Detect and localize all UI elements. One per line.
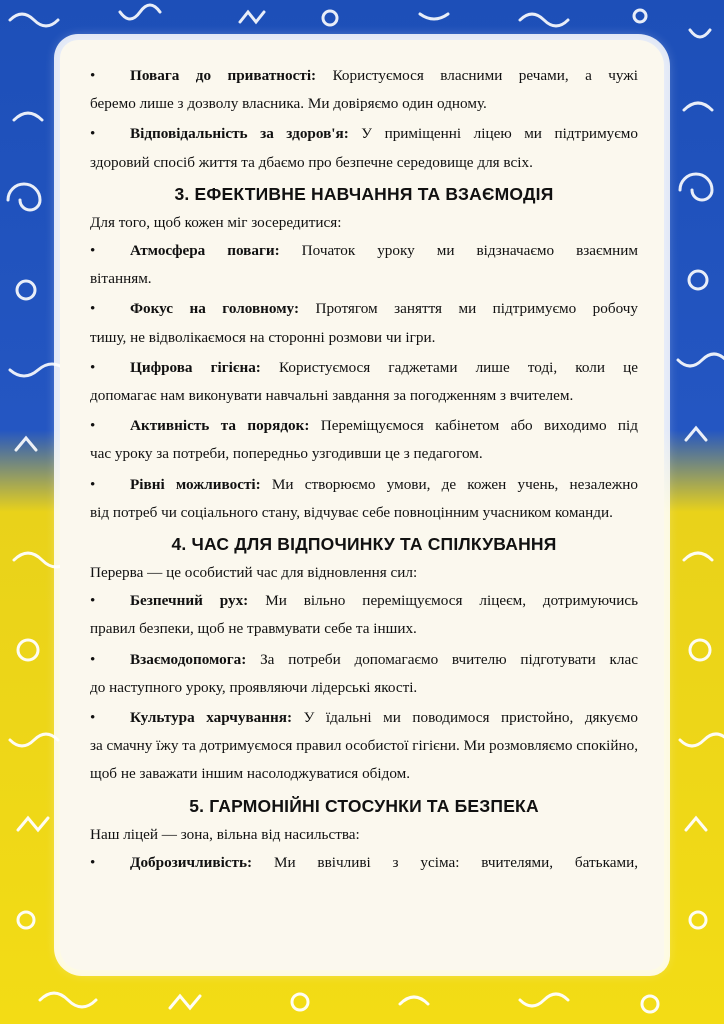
list-item-term: Фокус на головному: — [130, 300, 300, 318]
list-item-text: Ми створюємо умови, де кожен учень, незалежно — [271, 475, 638, 493]
list-item-text: Початок уроку ми відзначаємо взаємним — [301, 242, 638, 260]
list-item-text: Ми вільно переміщуємося ліцеєм, дотримуючись — [265, 592, 638, 610]
list-item-continuation: до наступного уроку, проявляючи лідерські якості. — [90, 678, 418, 696]
list-item — [90, 237, 638, 293]
list-item-term: Безпечний рух: — [130, 592, 249, 610]
list-item — [90, 704, 638, 789]
bullet-icon: • — [90, 475, 96, 493]
list-item — [90, 120, 638, 176]
list-item-term: Повага до приватності: — [130, 67, 317, 84]
list-item-first-line — [90, 120, 638, 148]
bullet-icon: • — [90, 417, 96, 435]
list-item-continuation: беремо лише з дозволу власника. Ми довіряємо один одному. — [90, 95, 487, 113]
list-item-text: Користуємося гаджетами лише тоді, коли це — [279, 358, 639, 376]
list-item-continuation: вітанням. — [90, 270, 152, 288]
list-item-text: У приміщенні ліцею ми підтримуємо — [361, 125, 638, 143]
list-item-term: Культура харчування: — [130, 709, 293, 727]
list-item-first-line — [90, 354, 638, 382]
list-item-continuation: тишу, не відволікаємося на сторонні розмови чи ігри. — [90, 328, 436, 346]
list-item-first-line — [90, 62, 638, 90]
list-item-text: Переміщуємося кабінетом або виходимо під — [320, 417, 639, 435]
list-item-text: Протягом заняття ми підтримуємо робочу — [315, 300, 639, 318]
section-heading: 4. ЧАС ДЛЯ ВІДПОЧИНКУ ТА СПІЛКУВАННЯ — [171, 534, 557, 555]
list-item-text: Користуємося власними речами, а чужі — [332, 67, 638, 84]
bullet-icon: • — [90, 242, 96, 260]
bullet-icon: • — [90, 67, 96, 84]
list-item-first-line — [90, 237, 638, 265]
list-item-continuation: від потреб чи соціального стану, відчуває себе повноцінним учасником команди. — [90, 503, 613, 521]
section-heading: 5. ГАРМОНІЙНІ СТОСУНКИ ТА БЕЗПЕКА — [189, 795, 539, 816]
bullet-icon: • — [90, 650, 96, 668]
list-item-term: Цифрова гігієна: — [130, 358, 261, 376]
bullet-icon: • — [90, 592, 96, 610]
list-item-first-line — [90, 849, 638, 877]
list-item-text: У їдальні ми поводимося пристойно, дякуємо — [303, 709, 639, 727]
list-item — [90, 471, 638, 527]
list-item-term: Доброзичливість: — [130, 853, 253, 871]
list-item — [90, 849, 638, 877]
list-item-term: Атмосфера поваги: — [130, 242, 280, 260]
section-heading: 3. ЕФЕКТИВНЕ НАВЧАННЯ ТА ВЗАЄМОДІЯ — [174, 183, 554, 204]
list-item — [90, 295, 638, 351]
list-item-text: За потреби допомагаємо вчителю підготувати клас — [260, 650, 638, 668]
section-intro: Наш ліцей — зона, вільна від насильства: — [90, 825, 360, 843]
bullet-icon: • — [90, 300, 96, 318]
list-item-term: Рівні можливості: — [130, 475, 261, 493]
list-item-first-line — [90, 587, 638, 615]
bullet-icon: • — [90, 125, 96, 143]
list-item-continuation: допомагає нам виконувати навчальні завдання за погодженням з вчителем. — [90, 387, 574, 405]
list-item-term: Відповідальність за здоров'я: — [130, 125, 349, 143]
list-item-first-line — [90, 412, 638, 440]
list-item — [90, 354, 638, 410]
list-item-first-line — [90, 704, 638, 732]
list-item-continuation: здоровий спосіб життя та дбаємо про безпечне середовище для всіх. — [90, 153, 533, 171]
list-item-first-line — [90, 471, 638, 499]
list-item-continuation: за смачну їжу та дотримуємося правил особистої гігієни. Ми розмовляємо спокійно, щоб не заважати іншим насолоджуватися обідом. — [90, 737, 638, 783]
list-item-text: Ми ввічливі з усіма: вчителями, батьками, — [273, 853, 638, 871]
bullet-icon: • — [90, 358, 96, 376]
list-item — [90, 646, 638, 702]
document-body — [90, 62, 638, 879]
list-item-term: Активність та порядок: — [130, 417, 310, 435]
list-item — [90, 587, 638, 643]
bullet-icon: • — [90, 709, 96, 727]
list-item — [90, 62, 638, 118]
list-item-first-line — [90, 646, 638, 674]
section-intro: Перерва — це особистий час для відновлення сил: — [90, 564, 418, 582]
bullet-icon: • — [90, 853, 96, 871]
section-intro: Для того, щоб кожен міг зосередитися: — [90, 213, 342, 231]
list-item-continuation: час уроку за потреби, попередньо узгодивши це з педагогом. — [90, 445, 483, 463]
list-item-first-line — [90, 295, 638, 323]
list-item-term: Взаємодопомога: — [130, 650, 247, 668]
list-item — [90, 412, 638, 468]
list-item-continuation: правил безпеки, щоб не травмувати себе та інших. — [90, 620, 417, 638]
